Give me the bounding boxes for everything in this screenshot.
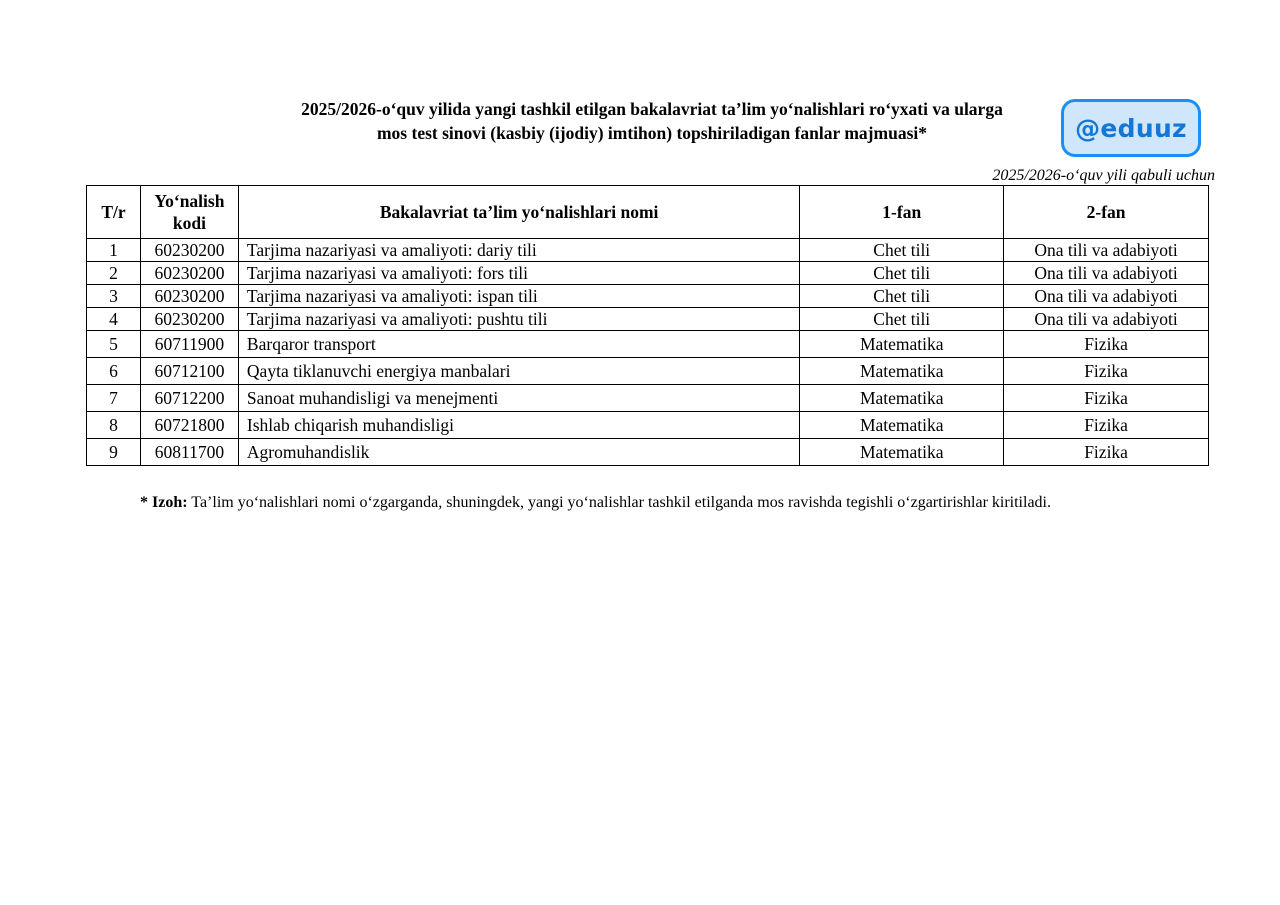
program-code: 60230200 bbox=[140, 285, 238, 308]
row-number: 8 bbox=[87, 412, 141, 439]
row-number: 4 bbox=[87, 308, 141, 331]
logo-text: @eduuz bbox=[1075, 113, 1187, 143]
program-code: 60712100 bbox=[140, 358, 238, 385]
program-code: 60711900 bbox=[140, 331, 238, 358]
row-number: 1 bbox=[87, 239, 141, 262]
subject-1: Matematika bbox=[800, 439, 1004, 466]
column-header-subject-1: 1-fan bbox=[800, 186, 1004, 239]
row-number: 6 bbox=[87, 358, 141, 385]
subject-1: Matematika bbox=[800, 385, 1004, 412]
subject-2: Fizika bbox=[1004, 358, 1209, 385]
row-number: 3 bbox=[87, 285, 141, 308]
subject-1: Matematika bbox=[800, 331, 1004, 358]
subject-1: Chet tili bbox=[800, 262, 1004, 285]
subject-1: Chet tili bbox=[800, 285, 1004, 308]
title-line-1: 2025/2026-o‘quv yilida yangi tashkil etilgan bakalavriat ta’lim yo‘nalishlari ro‘yxati va ularga bbox=[301, 99, 1003, 119]
program-code: 60230200 bbox=[140, 239, 238, 262]
row-number: 7 bbox=[87, 385, 141, 412]
subject-2: Fizika bbox=[1004, 385, 1209, 412]
program-name: Barqaror transport bbox=[238, 331, 799, 358]
admission-year-subtitle: 2025/2026-o‘quv yili qabuli uchun bbox=[992, 167, 1215, 184]
subject-1: Chet tili bbox=[800, 308, 1004, 331]
table-row bbox=[87, 308, 1209, 331]
subject-2: Ona tili va adabiyoti bbox=[1004, 262, 1209, 285]
document-title bbox=[222, 97, 1082, 145]
table-row bbox=[87, 262, 1209, 285]
footnote-label: * Izoh: bbox=[140, 494, 188, 511]
table-row bbox=[87, 439, 1209, 466]
program-name: Tarjima nazariyasi va amaliyoti: ispan tili bbox=[238, 285, 799, 308]
title-line-2: mos test sinovi (kasbiy (ijodiy) imtihon) topshiriladigan fanlar majmuasi* bbox=[376, 123, 927, 143]
column-header-program-name: Bakalavriat ta’lim yo‘nalishlari nomi bbox=[238, 186, 799, 239]
program-code: 60712200 bbox=[140, 385, 238, 412]
program-code: 60811700 bbox=[140, 439, 238, 466]
column-header-number: T/r bbox=[87, 186, 141, 239]
program-code: 60721800 bbox=[140, 412, 238, 439]
table-row bbox=[87, 412, 1209, 439]
table-row bbox=[87, 239, 1209, 262]
subject-2: Ona tili va adabiyoti bbox=[1004, 308, 1209, 331]
table-row bbox=[87, 385, 1209, 412]
program-name: Ishlab chiqarish muhandisligi bbox=[238, 412, 799, 439]
program-name: Tarjima nazariyasi va amaliyoti: dariy tili bbox=[238, 239, 799, 262]
column-header-code: Yo‘nalish kodi bbox=[140, 186, 238, 239]
program-name: Qayta tiklanuvchi energiya manbalari bbox=[238, 358, 799, 385]
subject-2: Ona tili va adabiyoti bbox=[1004, 285, 1209, 308]
table-row bbox=[87, 358, 1209, 385]
footnote-text: Ta’lim yo‘nalishlari nomi o‘zgarganda, shuningdek, yangi yo‘nalishlar tashkil etilganda mos ravishda tegishli o‘zgartirishlar kiritiladi. bbox=[191, 494, 1051, 511]
subject-1: Matematika bbox=[800, 412, 1004, 439]
program-name: Sanoat muhandisligi va menejmenti bbox=[238, 385, 799, 412]
subject-2: Ona tili va adabiyoti bbox=[1004, 239, 1209, 262]
table-header-row bbox=[87, 186, 1209, 239]
subject-1: Matematika bbox=[800, 358, 1004, 385]
program-name: Tarjima nazariyasi va amaliyoti: pushtu tili bbox=[238, 308, 799, 331]
footnote bbox=[140, 493, 1051, 513]
program-name: Tarjima nazariyasi va amaliyoti: fors tili bbox=[238, 262, 799, 285]
table-row bbox=[87, 331, 1209, 358]
subject-1: Chet tili bbox=[800, 239, 1004, 262]
eduuz-logo bbox=[1061, 99, 1201, 157]
column-header-subject-2: 2-fan bbox=[1004, 186, 1209, 239]
row-number: 5 bbox=[87, 331, 141, 358]
subject-2: Fizika bbox=[1004, 331, 1209, 358]
subject-2: Fizika bbox=[1004, 412, 1209, 439]
program-name: Agromuhandislik bbox=[238, 439, 799, 466]
row-number: 9 bbox=[87, 439, 141, 466]
row-number: 2 bbox=[87, 262, 141, 285]
subject-2: Fizika bbox=[1004, 439, 1209, 466]
program-code: 60230200 bbox=[140, 308, 238, 331]
program-code: 60230200 bbox=[140, 262, 238, 285]
table-row bbox=[87, 285, 1209, 308]
programs-table bbox=[86, 185, 1209, 466]
